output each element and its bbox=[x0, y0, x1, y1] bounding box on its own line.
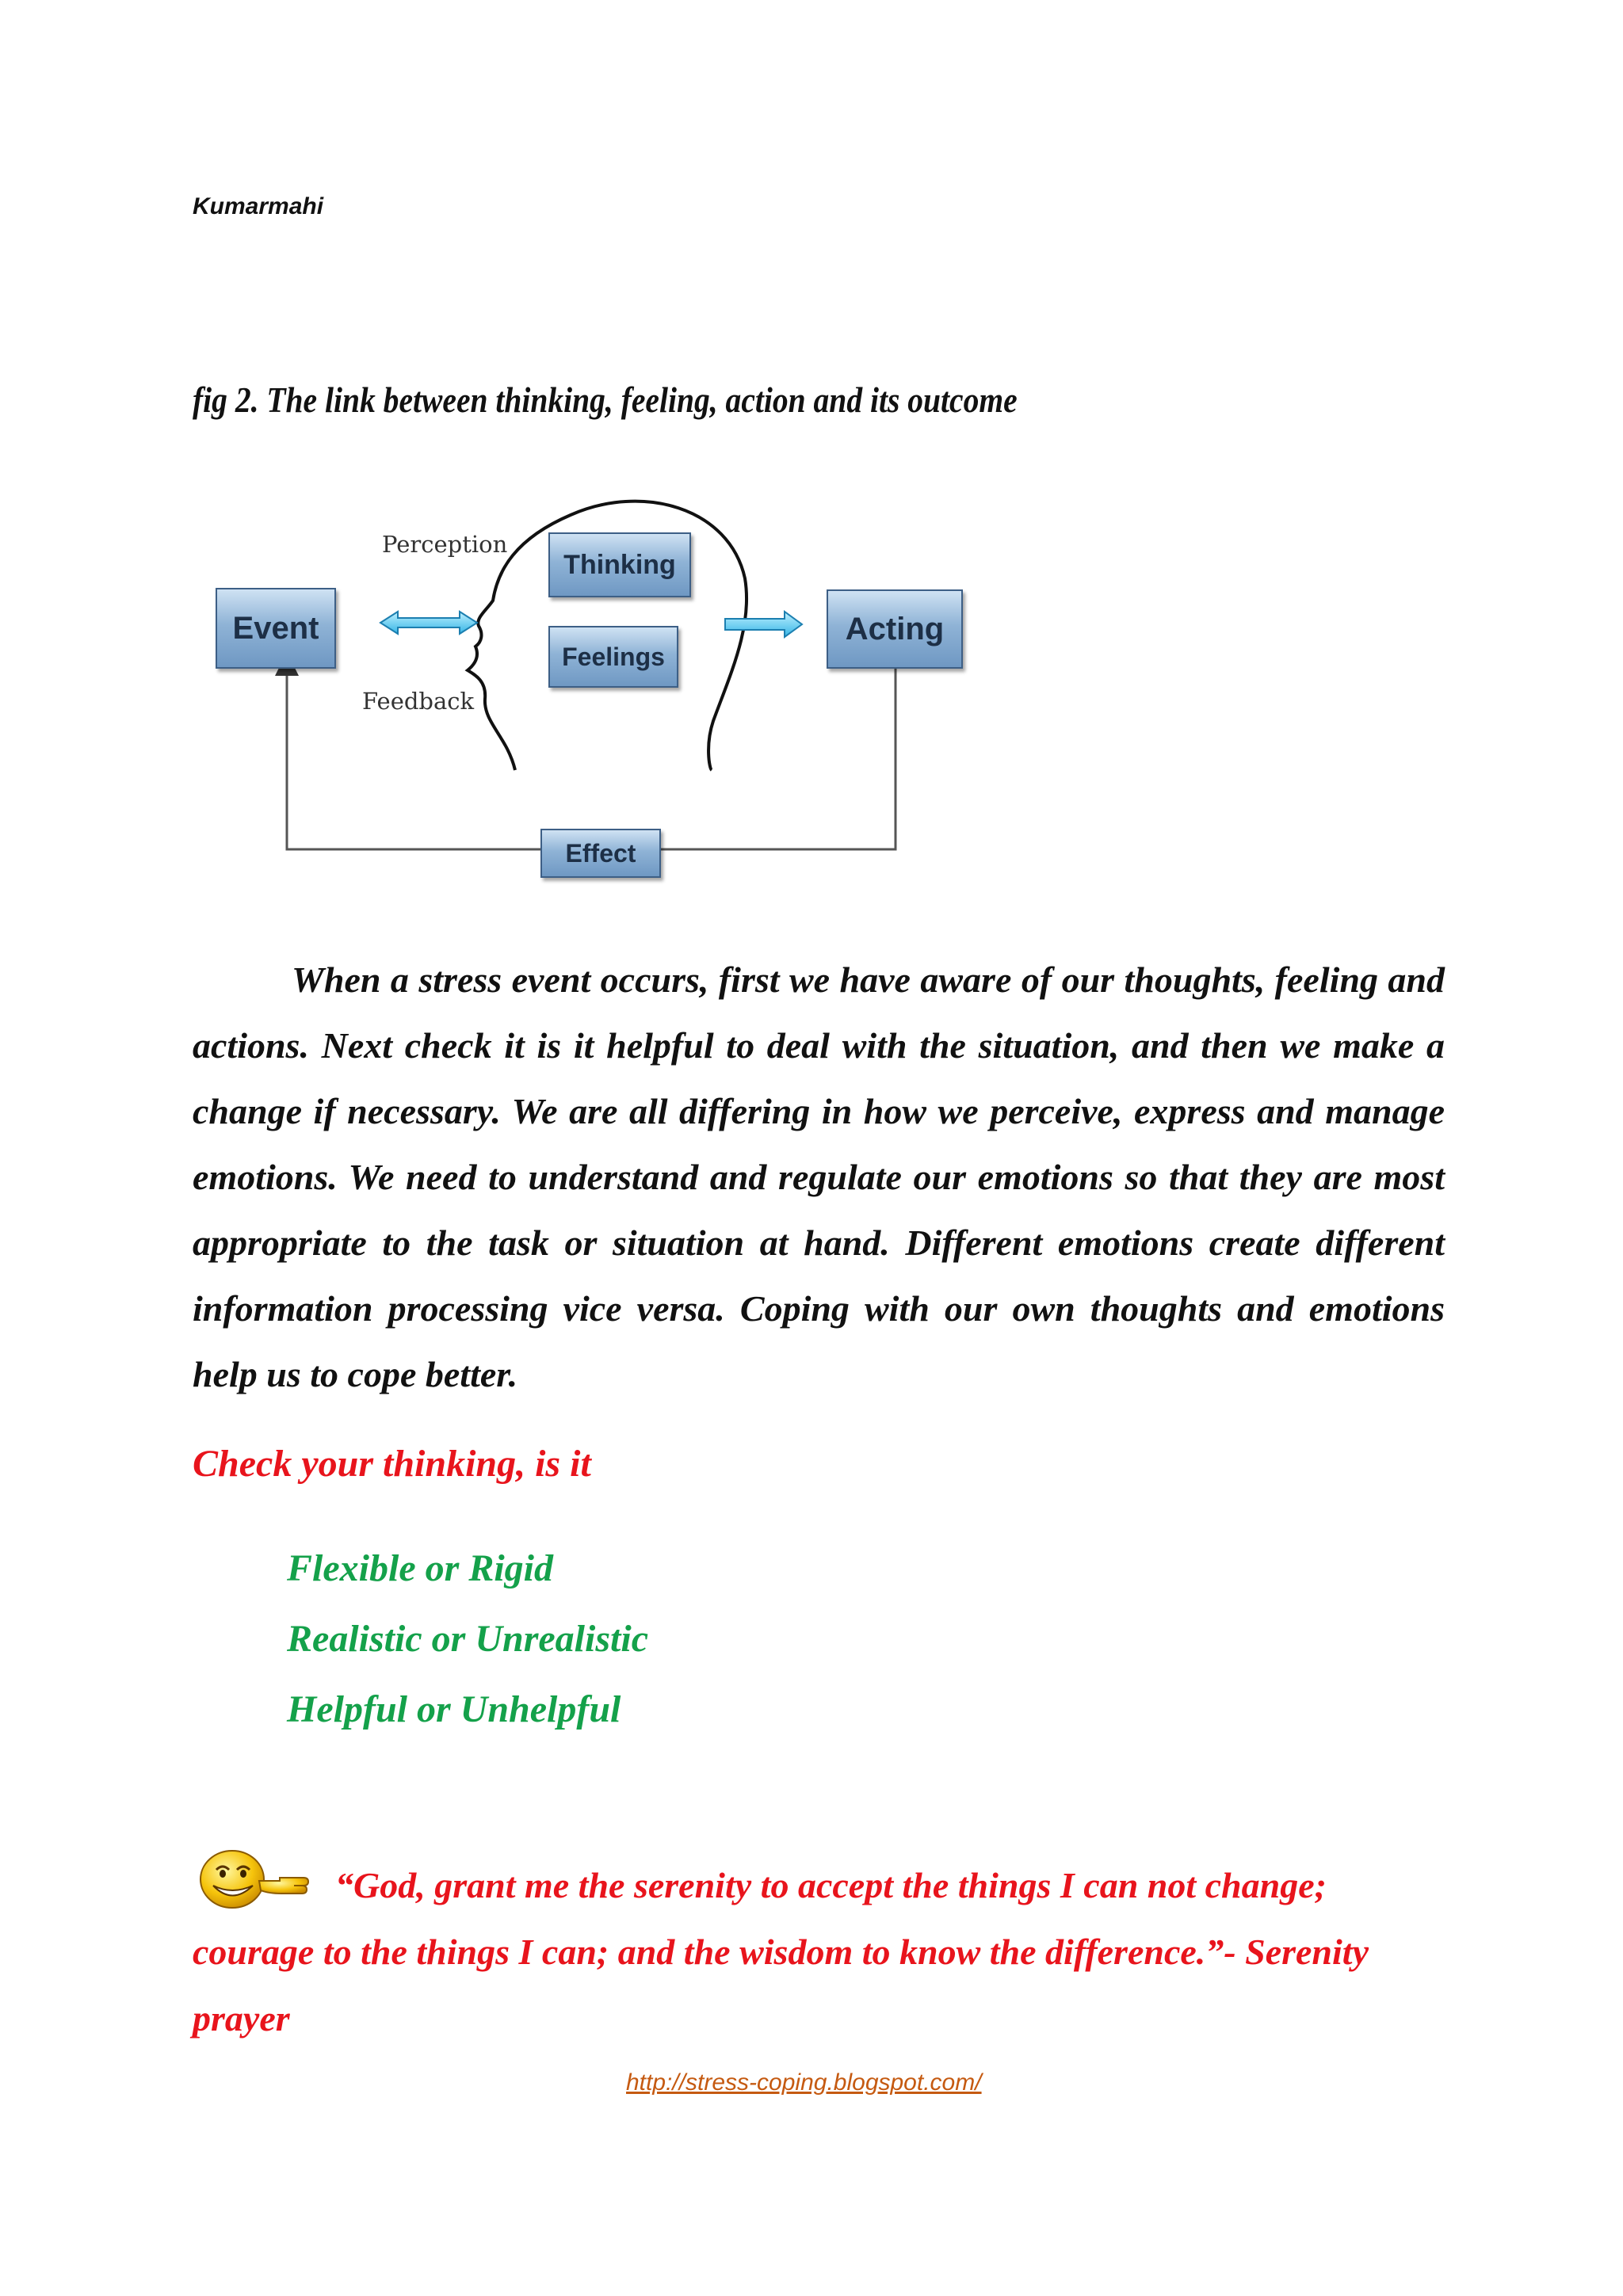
quote-text: “God, grant me the serenity to accept the things I can not change; courage to the things I can; and the wisdom to know the difference.”- Serenity prayer bbox=[193, 1865, 1369, 2039]
option-item: Helpful or Unhelpful bbox=[287, 1688, 621, 1730]
acting-label: Acting bbox=[845, 611, 945, 646]
feedback-label: Feedback bbox=[362, 688, 475, 715]
effect-label: Effect bbox=[565, 838, 636, 868]
thinking-label: Thinking bbox=[563, 549, 676, 580]
pointing-smiley-icon bbox=[193, 1846, 311, 1917]
thinking-options-list bbox=[287, 1533, 648, 1745]
perception-label: Perception bbox=[382, 531, 508, 558]
feelings-box bbox=[548, 626, 678, 688]
serenity-quote bbox=[193, 1846, 1445, 2052]
check-thinking-heading: Check your thinking, is it bbox=[193, 1443, 591, 1485]
thinking-feeling-diagram bbox=[198, 491, 991, 903]
thinking-box bbox=[548, 532, 691, 597]
double-arrow bbox=[380, 612, 477, 634]
body-paragraph: When a stress event occurs, first we have aware of our thoughts, feeling and actions. Next check it is it helpful to deal with the situation, and then we make a change if necessary. We are all differing in how we perceive, express and manage emotions. We need to understand and regulate our emotions so that they are most appropriate to the task or situation at hand. Different emotions create different information processing vice versa. Coping with our own thoughts and emotions help us to cope better. bbox=[193, 959, 1445, 1394]
author-name: Kumarmahi bbox=[193, 193, 324, 219]
figure-caption: fig 2. The link between thinking, feeling, action and its outcome bbox=[193, 379, 1018, 420]
feedback-loop-line bbox=[541, 667, 896, 849]
option-item: Flexible or Rigid bbox=[287, 1547, 553, 1589]
option-item: Realistic or Unrealistic bbox=[287, 1618, 648, 1660]
blog-link[interactable]: http://stress-coping.blogspot.com/ bbox=[626, 2069, 982, 2096]
acting-box bbox=[827, 589, 963, 669]
event-box bbox=[216, 588, 336, 669]
event-label: Event bbox=[232, 610, 319, 646]
right-arrow bbox=[725, 612, 802, 637]
feelings-label: Feelings bbox=[562, 642, 665, 671]
effect-box bbox=[540, 829, 661, 878]
